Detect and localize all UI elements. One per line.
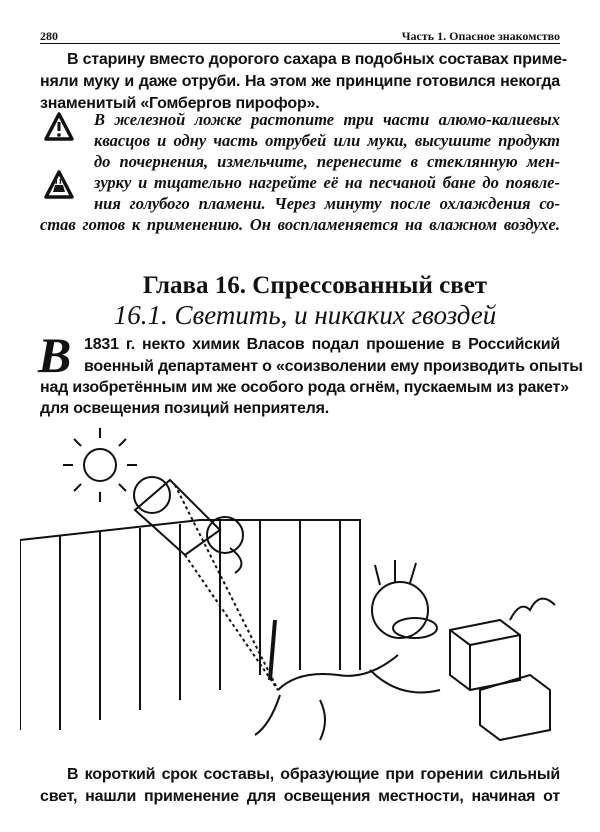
warning-line: зурку и тщательно нагрейте её на песчаной бане до появле- <box>94 173 560 192</box>
heating-hazard-icon <box>44 170 74 200</box>
paragraph-line: В короткий срок составы, образующие при горении сильный <box>67 766 560 783</box>
page-number: 280 <box>40 29 58 43</box>
paragraph-line: над изобретённым им же особого рода огнём, пускаемым из ракет» <box>40 379 569 396</box>
boxes-drawing <box>450 599 555 740</box>
paragraph-line: свет, нашли применение для освещения местности, начиная от <box>40 788 560 805</box>
warning-line: до почернения, измельчите, перенесите в стеклянную мен- <box>94 152 560 171</box>
chapter-title: Глава 16. Спрессованный свет <box>142 272 488 299</box>
warning-line: квасцов и одну часть отрубей или муки, высушите продукт <box>94 131 560 150</box>
paragraph-line: военный департамент о «соизволении ему производить опыты <box>84 358 583 375</box>
running-title: Часть 1. Опасное знакомство <box>401 29 560 43</box>
sun-drawing <box>63 428 137 502</box>
telescope-man-drawing <box>134 477 278 690</box>
warning-line: став готов к применению. Он воспламеняется на влажном воздухе. <box>40 215 560 234</box>
drop-cap: В <box>38 327 72 383</box>
warning-line: ния голубого пламени. Через минуту после охлаждения со- <box>94 194 560 213</box>
warning-icon <box>44 112 74 142</box>
paragraph-line: В старину вместо дорогого сахара в подобных составах приме- <box>67 51 567 68</box>
paragraph-line: для освещения позиций неприятеля. <box>40 400 329 417</box>
warning-line: В железной ложке растопите три части алюмо-калиевых <box>94 110 560 129</box>
paragraph-line: 1831 г. некто химик Власов подал прошение в Российский <box>84 336 560 353</box>
crawling-man-drawing <box>255 560 440 740</box>
cartoon-illustration <box>20 420 580 750</box>
section-title: 16.1. Светить, и никаких гвоздей <box>113 300 497 330</box>
paragraph-line: няли муку и даже отруби. На этом же принципе готовился некогда <box>40 73 560 90</box>
paragraph-line: знаменитый «Гомбергов пирофор». <box>40 95 320 112</box>
header-rule <box>40 43 560 44</box>
